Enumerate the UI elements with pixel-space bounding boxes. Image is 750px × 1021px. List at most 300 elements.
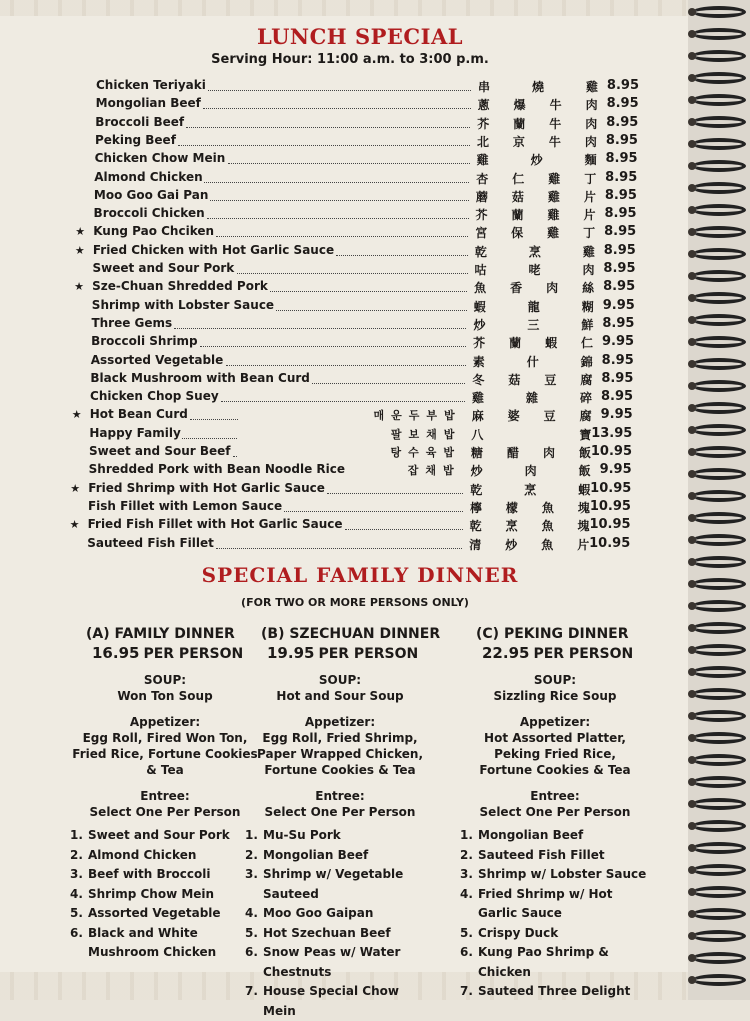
lunch-item-chinese	[469, 536, 589, 553]
binding-hole	[688, 250, 696, 258]
lunch-item-row	[70, 481, 650, 499]
entree-number: 1.	[70, 828, 83, 842]
chinese-character: 雞	[547, 226, 560, 241]
chinese-character: 什	[526, 354, 539, 369]
dinner-price: 19.95	[267, 644, 315, 662]
chinese-character: 碎	[580, 391, 593, 406]
entree-name: Moo Goo Gaipan	[263, 906, 374, 920]
chinese-character: 飯	[578, 446, 591, 460]
chinese-character: 糊	[581, 299, 594, 314]
lunch-item-name: Sweet and Sour Pork	[92, 261, 235, 275]
chinese-character: 蝦	[545, 336, 558, 351]
binding-hole	[688, 888, 696, 896]
entree-number: 5.	[245, 925, 258, 940]
spiral-coil	[692, 974, 746, 986]
dinner-column	[460, 626, 665, 1002]
lunch-item-row	[74, 298, 654, 316]
chinese-character: 片	[577, 537, 590, 552]
spiral-coil	[692, 776, 746, 788]
lunch-item-korean: 매운두부밥	[373, 409, 462, 423]
lunch-item-chinese	[473, 316, 593, 333]
chinese-character: 鮮	[581, 317, 594, 332]
binding-hole	[688, 404, 696, 412]
spiral-coil	[692, 204, 746, 216]
chinese-character: 肉	[585, 98, 598, 113]
lunch-item-price: 8.95	[606, 96, 639, 112]
lunch-item-price: 9.95	[602, 334, 635, 350]
lunch-item-name: Hot Bean Curd	[89, 407, 188, 422]
dot-leader	[226, 353, 466, 366]
entree-item	[460, 865, 650, 885]
spiral-coil	[692, 688, 746, 700]
chinese-character: 龍	[527, 299, 540, 314]
spiral-coil	[692, 292, 746, 304]
lunch-item-name: Fish Fillet with Lemon Sauce	[87, 498, 283, 513]
spiral-coil	[692, 798, 746, 810]
spiral-coil	[692, 468, 746, 480]
appetizer-label: Appetizer:	[129, 715, 201, 729]
entree-name: Crispy Duck	[478, 925, 559, 940]
lunch-item-row	[77, 133, 657, 151]
lunch-item-row	[78, 96, 658, 114]
dinner-column	[245, 626, 450, 1021]
spicy-star-icon: ★	[74, 243, 85, 257]
dot-leader	[200, 334, 466, 347]
dinner-title: (C) PEKING DINNER	[476, 626, 629, 642]
binding-hole	[688, 184, 696, 192]
lunch-item-name: Happy Family	[89, 425, 181, 440]
entree-note: Select One Per Person	[479, 805, 631, 819]
spicy-star-icon: ★	[70, 481, 81, 495]
entree-item	[70, 826, 260, 846]
chinese-character: 牛	[549, 116, 562, 131]
lunch-item-row	[72, 389, 652, 407]
lunch-item-row	[76, 170, 656, 188]
binding-hole	[688, 206, 696, 214]
lunch-item-chinese	[478, 78, 598, 95]
spiral-coil	[692, 182, 746, 194]
spiral-coil	[692, 226, 746, 238]
chinese-character: 丁	[583, 226, 596, 241]
lunch-item-name: Fried Shrimp with Hot Garlic Sauce	[88, 480, 325, 495]
lunch-item-chinese	[476, 206, 596, 223]
chinese-character: 宮	[475, 226, 488, 241]
chinese-character: 蘑	[475, 189, 488, 204]
chinese-character: 絲	[582, 281, 595, 296]
dinner-price-line	[245, 644, 450, 662]
spiral-coil	[692, 270, 746, 282]
dot-leader	[327, 481, 463, 494]
lunch-item-name: Chicken Teriyaki	[96, 78, 206, 92]
dot-leader	[237, 261, 468, 274]
entree-list	[245, 826, 435, 1021]
chinese-character: 八	[471, 427, 484, 442]
chinese-character: 肉	[584, 134, 597, 149]
lunch-item-price: 8.95	[606, 114, 639, 130]
chinese-character: 爆	[513, 98, 526, 113]
chinese-character: 魚	[474, 281, 487, 296]
chinese-character: 肉	[546, 281, 559, 296]
chinese-character: 檸	[469, 500, 482, 515]
dot-leader	[336, 243, 468, 256]
binding-hole	[688, 800, 696, 808]
dot-leader	[204, 170, 469, 183]
spiral-coil	[692, 94, 746, 106]
binding-hole	[688, 470, 696, 478]
lunch-item-chinese	[475, 224, 595, 241]
spiral-coil	[692, 534, 746, 546]
soup-label: SOUP:	[533, 673, 577, 687]
entree-number: 6.	[460, 945, 473, 959]
spicy-star-icon: ★	[71, 408, 82, 422]
lunch-item-price: 8.95	[604, 224, 637, 240]
entree-item	[70, 865, 260, 885]
lunch-item-name: Shrimp with Lobster Sauce	[91, 297, 275, 312]
lunch-item-row	[72, 407, 652, 425]
lunch-item-price: 8.95	[601, 370, 634, 386]
entree-name: Black and White Mushroom Chicken	[88, 925, 217, 959]
entree-item	[245, 943, 435, 982]
chinese-character: 素	[472, 354, 485, 369]
lunch-item-row	[72, 371, 652, 389]
soup-name: Hot and Sour Soup	[276, 689, 404, 703]
lunch-item-korean: 팔보채밥	[390, 427, 462, 441]
chinese-character: 豆	[544, 372, 557, 387]
entree-item	[245, 924, 435, 944]
entree-number: 6.	[245, 945, 258, 959]
appetizer-label: Appetizer:	[304, 715, 376, 729]
entree-item	[70, 904, 260, 924]
entree-name: Snow Peas w/ Water Chestnuts	[263, 945, 401, 979]
lunch-item-price: 8.95	[606, 78, 639, 93]
dot-leader	[276, 298, 467, 311]
entree-number: 2.	[245, 847, 258, 862]
lunch-item-name: Almond Chicken	[94, 169, 203, 184]
lunch-item-price: 9.95	[599, 462, 632, 478]
chinese-character: 塊	[577, 500, 590, 515]
binding-hole	[688, 712, 696, 720]
lunch-item-row	[71, 444, 651, 462]
spiral-coil	[692, 930, 746, 942]
lunch-item-chinese	[473, 334, 593, 351]
entree-number: 4.	[245, 906, 258, 920]
chinese-character: 肉	[524, 464, 537, 479]
spiral-coil	[692, 314, 746, 326]
spiral-coil	[692, 248, 746, 260]
entree-name: Almond Chicken	[88, 847, 197, 862]
lunch-item-price: 10.95	[590, 444, 632, 459]
spiral-coil	[692, 424, 746, 436]
lunch-item-row	[71, 426, 651, 444]
lunch-item-name: Broccoli Beef	[95, 114, 185, 129]
dot-leader	[270, 279, 467, 292]
entree-number: 3.	[245, 867, 258, 881]
entree-item	[245, 865, 435, 904]
chinese-character: 清	[469, 537, 482, 552]
binding-hole	[688, 8, 696, 16]
entree-number: 7.	[245, 984, 258, 998]
chinese-character: 雞	[547, 189, 560, 204]
entree-name: Beef with Broccoli	[88, 867, 211, 881]
chinese-character: 錦	[580, 354, 593, 369]
chinese-character: 串	[478, 80, 491, 94]
spicy-star-icon: ★	[69, 518, 80, 532]
chinese-character: 雞	[547, 208, 560, 223]
chinese-character: 肉	[585, 116, 598, 131]
chinese-character: 魚	[541, 519, 554, 534]
lunch-item-price: 8.95	[605, 132, 638, 148]
entree-name: Mongolian Beef	[478, 828, 584, 842]
lunch-item-price: 8.95	[603, 242, 636, 258]
chinese-character: 牛	[548, 134, 561, 149]
chinese-character: 香	[510, 281, 523, 296]
lunch-item-chinese	[477, 115, 597, 132]
dinner-title: (A) FAMILY DINNER	[86, 626, 235, 642]
dot-leader	[190, 407, 238, 420]
lunch-item-chinese	[476, 170, 596, 187]
entree-number: 2.	[460, 847, 473, 862]
lunch-item-price: 9.95	[600, 407, 633, 423]
appetizer-line: Hot Assorted Platter,	[484, 731, 626, 745]
chinese-character: 保	[511, 226, 524, 241]
chinese-character: 塊	[577, 519, 590, 534]
entree-item	[460, 885, 650, 924]
lunch-item-price: 10.95	[590, 480, 632, 496]
chinese-character: 烹	[505, 519, 518, 534]
binding-hole	[688, 426, 696, 434]
lunch-item-price: 8.95	[605, 169, 638, 185]
entree-number: 6.	[70, 925, 83, 940]
lunch-item-price: 8.95	[603, 279, 636, 295]
chinese-character: 芥	[473, 336, 486, 351]
entree-number: 4.	[460, 886, 473, 901]
chinese-character: 炒	[470, 464, 483, 479]
lunch-item-row	[73, 316, 653, 334]
chinese-character: 雜	[526, 391, 539, 406]
lunch-item-name: Shredded Pork with Bean Noodle Rice	[88, 462, 345, 477]
spiral-binding	[688, 0, 750, 1000]
entree-number: 7.	[460, 984, 473, 998]
binding-hole	[688, 382, 696, 390]
serving-hours: Serving Hour: 11:00 a.m. to 3:00 p.m.	[211, 52, 489, 67]
dot-leader	[216, 224, 468, 237]
dot-leader	[312, 371, 465, 384]
entree-name: Shrimp Chow Mein	[88, 886, 215, 901]
spiral-coil	[692, 754, 746, 766]
chinese-character: 京	[512, 134, 525, 149]
lunch-item-chinese	[470, 481, 590, 498]
spicy-star-icon: ★	[75, 225, 86, 239]
decorative-border-top	[0, 0, 690, 16]
binding-hole	[688, 338, 696, 346]
spiral-coil	[692, 952, 746, 964]
chinese-character: 雞	[585, 80, 598, 94]
lunch-item-price: 8.95	[602, 315, 635, 331]
family-dinner-title: SPECIAL FAMILY DINNER	[201, 563, 519, 587]
chinese-character: 北	[476, 134, 489, 149]
dot-leader	[233, 444, 237, 457]
binding-hole	[688, 910, 696, 918]
lunch-item-row	[77, 151, 657, 169]
chinese-character: 腐	[580, 372, 593, 387]
chinese-character: 片	[583, 208, 596, 223]
lunch-item-price: 10.95	[589, 517, 631, 533]
entree-item	[460, 826, 650, 846]
lunch-item-chinese	[471, 462, 591, 479]
entree-number: 4.	[70, 886, 83, 901]
chinese-character: 魚	[541, 537, 554, 552]
binding-hole	[688, 272, 696, 280]
lunch-item-name: Mongolian Beef	[95, 96, 201, 111]
chinese-character: 芥	[477, 116, 490, 131]
chinese-character: 三	[527, 317, 540, 332]
entree-note: Select One Per Person	[89, 805, 241, 819]
dinner-price-line	[460, 644, 665, 662]
spiral-coil	[692, 820, 746, 832]
appetizer-line: Paper Wrapped Chicken,	[257, 747, 423, 761]
entree-name: Kung Pao Shrimp & Chicken	[478, 945, 609, 979]
dot-leader	[345, 517, 463, 530]
entree-name: Mongolian Beef	[263, 847, 369, 862]
entree-item	[70, 846, 260, 866]
dinner-details	[245, 672, 435, 1021]
binding-hole	[688, 778, 696, 786]
chinese-character: 麵	[584, 153, 597, 168]
chinese-character: 炒	[473, 317, 486, 332]
lunch-item-row	[71, 462, 651, 480]
binding-hole	[688, 866, 696, 874]
lunch-item-name: Broccoli Shrimp	[91, 334, 198, 349]
entree-item	[245, 826, 435, 846]
lunch-item-row	[73, 334, 653, 352]
lunch-item-row	[70, 499, 650, 517]
chinese-character: 燒	[531, 80, 544, 94]
lunch-item-chinese	[477, 133, 597, 150]
entree-name: Shrimp w/ Vegetable Sauteed	[263, 867, 404, 901]
spiral-coil	[692, 358, 746, 370]
lunch-item-chinese	[475, 243, 595, 260]
lunch-item-row	[73, 353, 653, 371]
lunch-item-chinese	[477, 151, 597, 168]
chinese-character: 寶	[579, 427, 592, 442]
entree-name: Sweet and Sour Pork	[88, 828, 230, 842]
chinese-character: 乾	[469, 519, 482, 534]
binding-hole	[688, 448, 696, 456]
dot-leader	[186, 115, 470, 128]
dinner-title: (B) SZECHUAN DINNER	[261, 626, 441, 642]
lunch-item-name: Fried Fish Fillet with Hot Garlic Sauce	[87, 517, 343, 532]
dinner-price-unit: PER PERSON	[143, 646, 244, 662]
binding-hole	[688, 492, 696, 500]
binding-hole	[688, 954, 696, 962]
spiral-coil	[692, 490, 746, 502]
lunch-item-row	[77, 115, 657, 133]
spiral-coil	[692, 50, 746, 62]
entree-name: Mu-Su Pork	[263, 828, 341, 842]
soup-name: Sizzling Rice Soup	[493, 689, 617, 703]
lunch-item-name: Sze-Chuan Shredded Pork	[92, 279, 268, 294]
entree-label: Entree:	[315, 789, 365, 803]
binding-hole	[688, 74, 696, 82]
chinese-character: 婆	[507, 409, 520, 424]
entree-label: Entree:	[530, 789, 580, 803]
binding-hole	[688, 822, 696, 830]
lunch-item-name: Sauteed Fish Fillet	[87, 535, 214, 550]
lunch-item-chinese	[471, 426, 591, 443]
entree-item	[460, 982, 650, 1002]
spiral-coil	[692, 446, 746, 458]
lunch-item-name: Sweet and Sour Beef	[89, 444, 231, 458]
soup-label: SOUP:	[143, 673, 187, 687]
entree-item	[245, 982, 435, 1021]
spiral-coil	[692, 908, 746, 920]
spiral-coil	[692, 380, 746, 392]
binding-hole	[688, 118, 696, 126]
lunch-item-chinese	[475, 261, 595, 278]
spiral-coil	[692, 512, 746, 524]
binding-hole	[688, 756, 696, 764]
dot-leader	[221, 389, 465, 402]
entree-item	[70, 885, 260, 905]
chinese-character: 雞	[582, 244, 595, 259]
lunch-item-row	[76, 206, 656, 224]
entree-name: House Special Chow Mein	[263, 984, 399, 1018]
chinese-character: 芥	[475, 208, 488, 223]
lunch-item-name: Moo Goo Gai Pan	[93, 187, 209, 202]
lunch-item-chinese	[473, 353, 593, 370]
chinese-character: 豆	[543, 409, 556, 424]
chinese-character: 仁	[512, 171, 525, 186]
lunch-item-name: Assorted Vegetable	[90, 352, 224, 367]
spiral-coil	[692, 842, 746, 854]
spiral-coil	[692, 710, 746, 722]
appetizer-line: Egg Roll, Fired Won Ton,	[82, 731, 248, 745]
lunch-item-chinese	[472, 407, 592, 424]
binding-hole	[688, 294, 696, 302]
dinner-details	[460, 672, 650, 1002]
chinese-character: 肉	[582, 263, 595, 277]
entree-item	[245, 846, 435, 866]
appetizer-line: Peking Fried Rice,	[494, 747, 616, 761]
entree-item	[245, 904, 435, 924]
lunch-item-row	[74, 279, 654, 297]
lunch-item-name: Fried Chicken with Hot Garlic Sauce	[92, 242, 335, 257]
binding-hole	[688, 844, 696, 852]
chinese-character: 雞	[548, 171, 561, 186]
lunch-item-price: 8.95	[605, 151, 638, 167]
binding-hole	[688, 514, 696, 522]
lunch-item-name: Broccoli Chicken	[93, 206, 205, 221]
binding-hole	[688, 96, 696, 104]
lunch-item-row	[78, 78, 658, 96]
lunch-item-name: Peking Beef	[94, 132, 176, 147]
entree-number: 3.	[460, 867, 473, 881]
lunch-item-chinese	[470, 499, 590, 516]
spicy-star-icon: ★	[74, 280, 85, 294]
dot-leader	[182, 426, 237, 439]
dinner-price: 22.95	[482, 644, 530, 662]
binding-hole	[688, 228, 696, 236]
lunch-item-name: Chicken Chop Suey	[90, 389, 219, 404]
spiral-coil	[692, 732, 746, 744]
lunch-item-chinese	[472, 371, 592, 388]
spiral-coil	[692, 336, 746, 348]
lunch-item-korean: 잡채밥	[407, 464, 461, 478]
lunch-special-title: LUNCH SPECIAL	[256, 24, 464, 49]
dinner-details	[70, 672, 260, 963]
chinese-character: 仁	[581, 336, 594, 351]
lunch-item-chinese	[472, 389, 592, 406]
